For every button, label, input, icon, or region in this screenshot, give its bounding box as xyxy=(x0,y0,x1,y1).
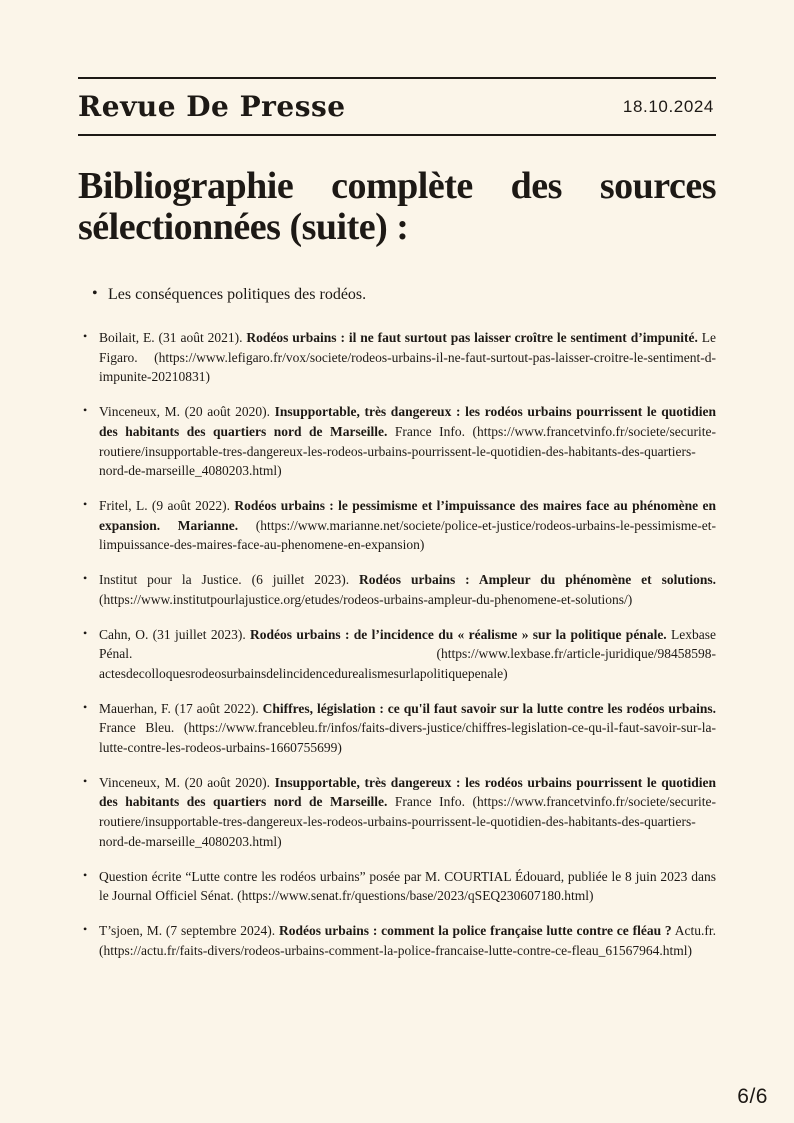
page-title-line2: sélectionnées (suite) : xyxy=(78,206,409,249)
bibliography-entry xyxy=(78,699,716,758)
entry-source-url: France Info. (https://www.francetvinfo.fr/societe/securite-routiere/insupportable-tres-dangereux-les-rodeos-urbains-pourrissent-le-quotidien-des-habitants-des-quartiers-nord-de-marseille_4080203.html) xyxy=(99,794,716,849)
entry-citation-text: Institut pour la Justice. (6 juillet 2023). xyxy=(99,572,360,588)
entry-citation-text: Question écrite “Lutte contre les rodéos urbains” posée par M. COURTIAL Édouard, publiée le 8 juin 2023 dans le Journal Officiel Sénat. (https://www.senat.fr/questions/base/2023/qSEQ230607180.html) xyxy=(99,868,716,904)
entry-title: Rodéos urbains : comment la police française lutte contre ce fléau ? xyxy=(278,922,672,938)
bibliography-entry xyxy=(78,570,716,609)
page-title xyxy=(78,166,716,248)
page-indicator: 6/6 xyxy=(737,1085,768,1108)
entry-citation-text: Mauerhan, F. (17 août 2022). xyxy=(99,700,263,716)
masthead xyxy=(78,77,716,136)
bibliography-entry xyxy=(78,773,716,852)
issue-date: 18.10.2024 xyxy=(622,96,714,116)
bibliography-entry xyxy=(78,867,716,906)
entry-citation-text: T’sjoen, M. (7 septembre 2024). xyxy=(99,922,279,938)
entry-title: Rodéos urbains : de l’incidence du « réalisme » sur la politique pénale. xyxy=(250,626,667,642)
entry-title: Insupportable, très dangereux : les rodéos urbains pourrissent le quotidien des habitants des quartiers nord de Marseille. xyxy=(99,774,716,810)
entry-source-url: (https://www.marianne.net/societe/police-et-justice/rodeos-urbains-le-pessimisme-et-limpuissance-des-maires-face-au-phenomene-en-expansion) xyxy=(99,517,716,553)
topic-item: • Les conséquences politiques des rodéos. xyxy=(92,286,716,304)
entry-source-url: Le Figaro. (https://www.lefigaro.fr/vox/societe/rodeos-urbains-il-ne-faut-surtout-pas-laisser-croitre-le-sentiment-d-impunite-20210831) xyxy=(99,330,716,385)
entry-citation-text: Fritel, L. (9 août 2022). xyxy=(99,497,235,513)
bibliography-list xyxy=(78,328,716,960)
entry-source-url: (https://www.institutpourlajustice.org/etudes/rodeos-urbains-ampleur-du-phenomene-et-solutions/) xyxy=(99,591,633,607)
entry-source-url: Lexbase Pénal. (https://www.lexbase.fr/article-juridique/98458598-actesdecolloquesrodeosurbainsdelincidencedurealismesurlapolitiquepenale) xyxy=(99,626,716,681)
topic-list xyxy=(78,286,716,304)
bibliography-entry xyxy=(78,328,716,387)
entry-title: Chiffres, législation : ce qu'il faut savoir sur la lutte contre les rodéos urbains. xyxy=(262,700,716,716)
entry-citation-text: Cahn, O. (31 juillet 2023). xyxy=(99,626,251,642)
bibliography-entry xyxy=(78,402,716,481)
bibliography-entry xyxy=(78,625,716,684)
entry-title: Rodéos urbains : il ne faut surtout pas laisser croître le sentiment d’impunité. xyxy=(246,330,698,346)
entry-title: Rodéos urbains : Ampleur du phénomène et solutions. xyxy=(359,572,716,588)
entry-source-url: France Bleu. (https://www.francebleu.fr/infos/faits-divers-justice/chiffres-legislation-ce-qu-il-faut-savoir-sur-la-lutte-contre-les-rodeos-urbains-1660755699) xyxy=(99,720,716,756)
bibliography-entry xyxy=(78,921,716,960)
entry-source-url: France Info. (https://www.francetvinfo.fr/societe/securite-routiere/insupportable-tres-dangereux-les-rodeos-urbains-pourrissent-le-quotidien-des-habitants-des-quartiers-nord-de-marseille_4080203.html) xyxy=(99,423,716,479)
entry-citation-text: Boilait, E. (31 août 2021). xyxy=(99,330,247,346)
bibliography-entry xyxy=(78,496,716,555)
page-title-line1: Bibliographie complète des sources xyxy=(78,165,716,207)
entry-citation-text: Vinceneux, M. (20 août 2020). xyxy=(99,774,275,790)
entry-title: Insupportable, très dangereux : les rodéos urbains pourrissent le quotidien des habitants des quartiers nord de Marseille. xyxy=(99,404,716,439)
entry-citation-text: Vinceneux, M. (20 août 2020). xyxy=(99,404,275,420)
entry-source-url: Actu.fr. (https://actu.fr/faits-divers/rodeos-urbains-comment-la-police-francaise-lutte-contre-ce-fleau_61567964.html) xyxy=(99,922,717,958)
publication-name: Revue De Presse xyxy=(78,90,346,123)
entry-title: Rodéos urbains : le pessimisme et l’impuissance des maires face au phénomène en expansion. Marianne. xyxy=(99,497,716,533)
